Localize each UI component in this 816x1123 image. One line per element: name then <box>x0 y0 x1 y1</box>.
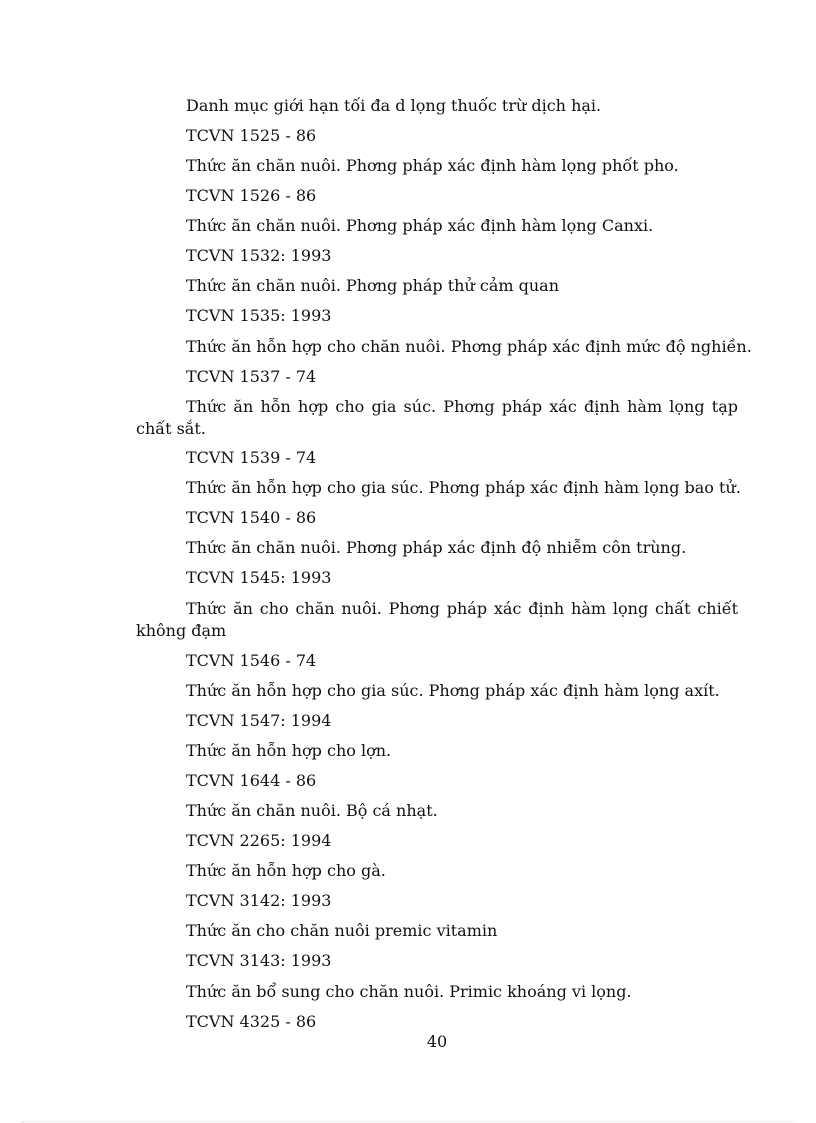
entry-title: Thức ăn hỗn hợp cho lợn. <box>186 741 392 760</box>
standard-code: TCVN 2265: 1994 <box>186 831 332 850</box>
entry-title: Danh mục giới hạn tối đa d lọng thuốc trừ dịch hại. <box>186 96 602 115</box>
standard-code: TCVN 3142: 1993 <box>186 891 332 910</box>
standard-code: TCVN 1532: 1993 <box>186 246 332 265</box>
entry-title: Thức ăn chăn nuôi. Phơng pháp xác định hàm lọng phốt pho. <box>186 156 679 175</box>
standard-code: TCVN 1525 - 86 <box>186 126 317 145</box>
standard-code: TCVN 1546 - 74 <box>186 651 317 670</box>
standard-code: TCVN 1537 - 74 <box>186 367 317 386</box>
entry-title: Thức ăn hỗn hợp cho gia súc. Phơng pháp xác định hàm lọng axít. <box>186 681 720 700</box>
standard-code: TCVN 1545: 1993 <box>186 568 332 587</box>
standard-code: TCVN 1535: 1993 <box>186 306 332 325</box>
entry-title: Thức ăn cho chăn nuôi premic vitamin <box>186 921 498 940</box>
entry-title: Thức ăn chăn nuôi. Phơng pháp xác định hàm lọng Canxi. <box>186 216 654 235</box>
page-bottom-rule <box>22 1121 794 1122</box>
entry-title-wrapped: Thức ăn hỗn hợp cho gia súc. Phơng pháp xác định hàm lọng tạp chất sắt. <box>136 397 738 438</box>
entry-title: Thức ăn chăn nuôi. Bộ cá nhạt. <box>186 801 438 820</box>
standard-code: TCVN 1539 - 74 <box>186 448 317 467</box>
entry-title-wrapped: Thức ăn cho chăn nuôi. Phơng pháp xác định hàm lọng chất chiết không đạm <box>136 599 738 640</box>
standard-code: TCVN 4325 - 86 <box>186 1012 317 1031</box>
page-number: 40 <box>426 1032 448 1051</box>
standard-code: TCVN 3143: 1993 <box>186 951 332 970</box>
standard-code: TCVN 1547: 1994 <box>186 711 332 730</box>
entry-title: Thức ăn bổ sung cho chăn nuôi. Primic khoáng vi lọng. <box>186 982 632 1001</box>
standard-code: TCVN 1526 - 86 <box>186 186 317 205</box>
standard-code: TCVN 1540 - 86 <box>186 508 317 527</box>
entry-title: Thức ăn chăn nuôi. Phơng pháp xác định độ nhiễm côn trùng. <box>186 538 687 557</box>
entry-title: Thức ăn hỗn hợp cho chăn nuôi. Phơng pháp xác định mức độ nghiền. <box>186 337 752 356</box>
entry-title: Thức ăn hỗn hợp cho gà. <box>186 861 386 880</box>
entry-title: Thức ăn hỗn hợp cho gia súc. Phơng pháp xác định hàm lọng bao tử. <box>186 478 741 497</box>
standard-code: TCVN 1644 - 86 <box>186 771 317 790</box>
entry-title: Thức ăn chăn nuôi. Phơng pháp thử cảm quan <box>186 276 560 295</box>
